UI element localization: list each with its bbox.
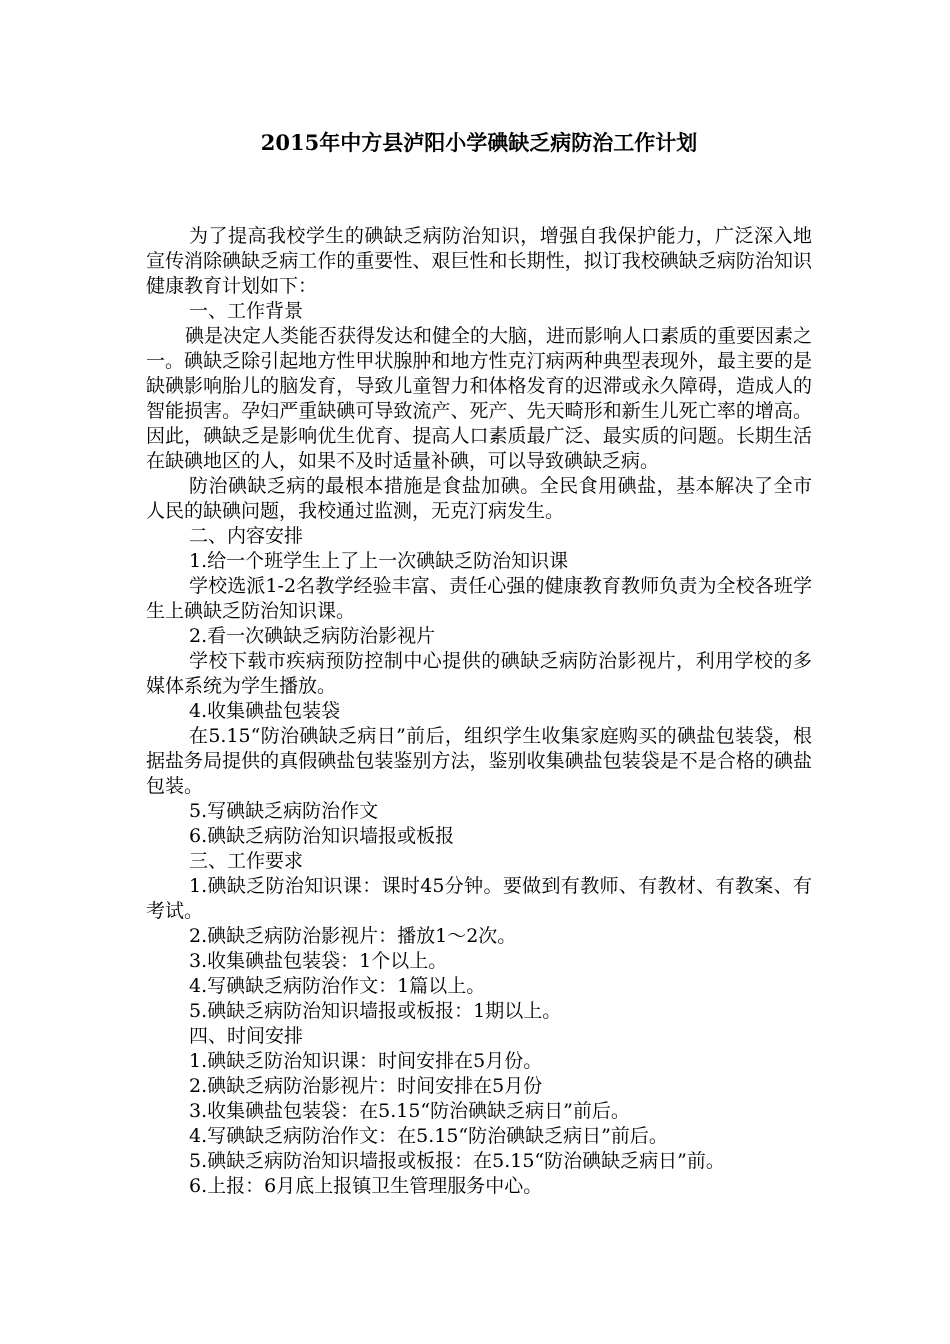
content-item-4-detail: 在5.15“防治碘缺乏病日”前后，组织学生收集家庭购买的碘盐包装袋，根据盐务局提供的真假碘盐包装鉴别方法，鉴别收集碘盐包装袋是不是合格的碘盐包装。: [146, 725, 812, 797]
schedule-item-6: 6.上报：6月底上报镇卫生管理服务中心。: [189, 1175, 543, 1197]
document-title: 2015年中方县泸阳小学碘缺乏病防治工作计划: [260, 130, 698, 155]
requirement-item-2: 2.碘缺乏病防治影视片：播放1～2次。: [189, 925, 517, 947]
content-item-2-detail: 学校下载市疾病预防控制中心提供的碘缺乏病防治影视片，利用学校的多媒体系统为学生播放。: [146, 650, 812, 697]
content-item-4: 4.收集碘盐包装袋: [189, 700, 341, 722]
schedule-item-1: 1.碘缺乏防治知识课：时间安排在5月份。: [189, 1050, 543, 1072]
requirement-item-3: 3.收集碘盐包装袋：1个以上。: [189, 950, 448, 972]
content-item-5: 5.写碘缺乏病防治作文: [189, 800, 379, 822]
schedule-item-4: 4.写碘缺乏病防治作文：在5.15“防治碘缺乏病日”前后。: [189, 1125, 668, 1147]
schedule-item-5: 5.碘缺乏病防治知识墙报或板报：在5.15“防治碘缺乏病日”前。: [189, 1150, 725, 1172]
schedule-item-3: 3.收集碘盐包装袋：在5.15“防治碘缺乏病日”前后。: [189, 1100, 630, 1122]
document-body: [146, 224, 812, 1199]
section-heading-background: 一、工作背景: [189, 300, 304, 322]
content-item-2: 2.看一次碘缺乏病防治影视片: [189, 625, 436, 647]
schedule-item-2: 2.碘缺乏病防治影视片：时间安排在5月份: [189, 1075, 543, 1097]
requirement-item-5: 5.碘缺乏病防治知识墙报或板报：1期以上。: [189, 1000, 562, 1022]
requirement-item-4: 4.写碘缺乏病防治作文：1篇以上。: [189, 975, 486, 997]
requirement-item-1: 1.碘缺乏防治知识课：课时45分钟。要做到有教师、有教材、有教案、有考试。: [146, 875, 812, 922]
section-heading-schedule: 四、时间安排: [189, 1025, 304, 1047]
content-item-1-detail: 学校选派1-2名教学经验丰富、责任心强的健康教育教师负责为全校各班学生上碘缺乏防治知识课。: [146, 575, 812, 622]
intro-paragraph: 为了提高我校学生的碘缺乏病防治知识，增强自我保护能力，广泛深入地宣传消除碘缺乏病工作的重要性、艰巨性和长期性，拟订我校碘缺乏病防治知识健康教育计划如下：: [146, 225, 812, 297]
section-heading-content: 二、内容安排: [189, 525, 304, 547]
document-page: [146, 128, 812, 1199]
prevention-paragraph: 防治碘缺乏病的最根本措施是食盐加碘。全民食用碘盐，基本解决了全市人民的缺碘问题，我校通过监测，无克汀病发生。: [146, 475, 812, 522]
section-heading-requirements: 三、工作要求: [189, 850, 304, 872]
content-item-1: 1.给一个班学生上了上一次碘缺乏防治知识课: [189, 550, 569, 572]
background-paragraph: 碘是决定人类能否获得发达和健全的大脑，进而影响人口素质的重要因素之一。碘缺乏除引起地方性甲状腺肿和地方性克汀病两种典型表现外，最主要的是缺碘影响胎儿的脑发育，导致儿童智力和体格发育的迟滞或永久障碍，造成人的智能损害。孕妇严重缺碘可导致流产、死产、先天畸形和新生儿死亡率的增高。因此，碘缺乏是影响优生优育、提高人口素质最广泛、最实质的问题。长期生活在缺碘地区的人，如果不及时适量补碘，可以导致碘缺乏病。: [146, 325, 813, 472]
content-item-6: 6.碘缺乏病防治知识墙报或板报: [189, 825, 455, 847]
